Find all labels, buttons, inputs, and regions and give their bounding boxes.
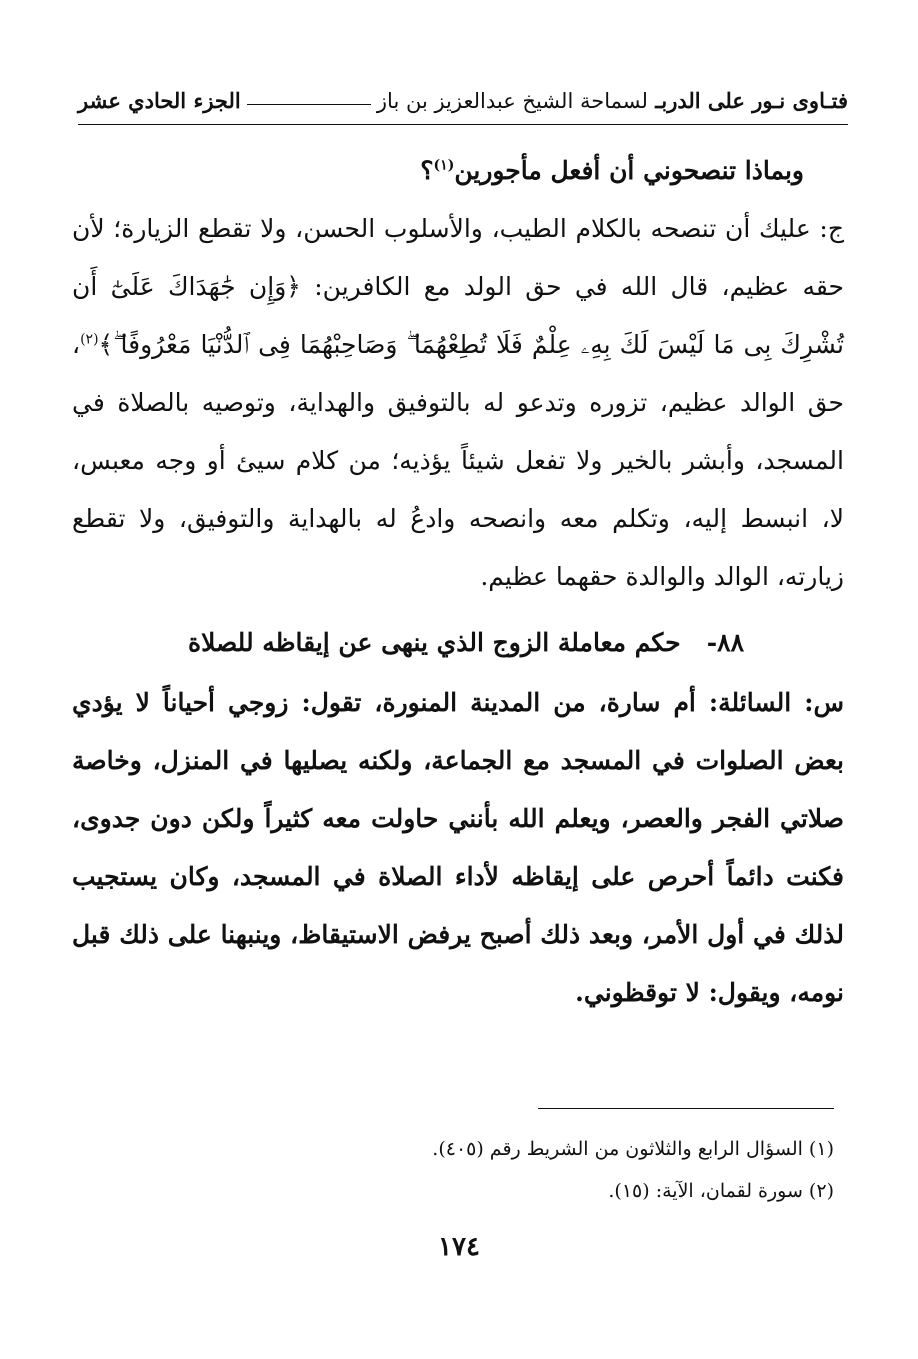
footnotes: [74, 1128, 834, 1212]
header-rule: [247, 104, 371, 105]
quran-verse: وَإِن جَٰهَدَاكَ عَلَىٰٓ أَن تُشْرِكَ بِى مَا لَيْسَ لَكَ بِهِۦ عِلْمٌ فَلَا تُطِعْهُمَا ۖ وَصَاحِبْهُمَا فِى ٱلدُّنْيَا مَعْرُوفًا ۖ: [72, 272, 844, 359]
quran-bracket-close: ﴾: [98, 330, 114, 359]
answer-intro: ج: عليك أن تنصحه بالكلام الطيب، والأسلوب الحسن، ولا تقطع الزيارة؛ لأن حقه عظيم، قال الله في حق الولد مع الكافرين:: [72, 214, 844, 301]
footnote-ref-2[interactable]: (٢): [80, 331, 99, 348]
section-number: ٨٨-: [706, 628, 744, 657]
question-paragraph: س: السائلة: أم سارة، من المدينة المنورة، تقول: زوجي أحياناً لا يؤدي بعض الصلوات في المسجد مع الجماعة، ولكنه يصليها في المنزل، وخاصة صلاتي الفجر والعصر، ويعلم الله بأنني حاولت معه كثيراً ولكن دون جدوى، فكنت دائماً أحرص على إيقاظه لأداء الصلاة في المسجد، وكان يستجيب لذلك في أول الأمر، وبعد ذلك أصبح يرفض الاستيقاظ، وينبهنا على ذلك قبل نومه، ويقول: لا توقظوني.: [72, 688, 844, 1007]
footnote-separator: [538, 1108, 834, 1109]
footnote-1: (١) السؤال الرابع والثلاثون من الشريط رقم (٤٠٥).: [432, 1138, 834, 1160]
book-title: فتـاوى نـور على الدرب: [661, 87, 848, 113]
header-underline: [78, 124, 848, 125]
running-header: فتـاوى نـور على الدربـ لسماحة الشيخ عبدالعزيز بن باز الجزء الحادي عشر: [78, 87, 848, 113]
question-mark: ؟: [420, 156, 434, 185]
page-number: ١٧٤: [438, 1232, 480, 1262]
footnote-ref-1[interactable]: (١): [433, 157, 455, 174]
section-title: حكم معاملة الزوج الذي ينهى عن إيقاظه للصلاة: [187, 628, 681, 657]
volume-label: الجزء الحادي عشر: [78, 87, 241, 113]
main-text: [72, 142, 844, 1022]
quran-bracket-open: ﴿: [286, 272, 301, 301]
question-end-text: وبماذا تنصحوني أن أفعل مأجورين: [454, 156, 804, 185]
author-line: لسماحة الشيخ عبدالعزيز بن باز: [376, 88, 648, 113]
answer-paragraph: [72, 200, 844, 606]
footnote-2: (٢) سورة لقمان، الآية: (١٥).: [608, 1180, 834, 1202]
answer-rest: ، حق الوالد عظيم، تزوره وتدعو له بالتوفيق والهداية، وتوصيه بالصلاة في المسجد، وأبشر بالخير ولا تفعل شيئاً يؤذيه؛ من كلام سيئ أو وجه معبس، لا، انبسط إليه، وتكلم معه وانصحه وادعُ له بالهداية والتوفيق، ولا تقطع زيارته، الوالد والوالدة حقهما عظيم.: [72, 330, 844, 591]
section-heading: [72, 614, 844, 672]
previous-question-end: [72, 142, 844, 200]
